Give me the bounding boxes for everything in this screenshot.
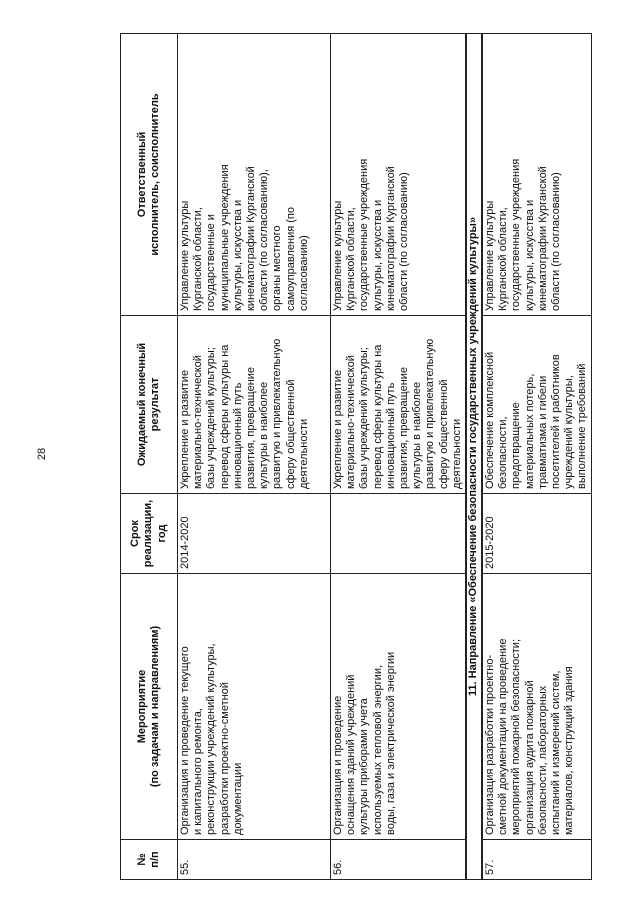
cell-executor: Управление культуры Курганской области, государственные и муниципальные учреждения культуры, искусства и кинематографии Курганской области (по согласованию), органы местного самоуправления (по согласованию)	[178, 34, 331, 316]
cell-term	[331, 494, 467, 574]
header-executor: Ответственный исполнитель, соисполнитель	[121, 34, 178, 316]
header-num: № п/п	[121, 840, 178, 880]
table-row	[482, 34, 591, 880]
header-term: Срок реализации, год	[121, 494, 178, 574]
cell-num: 56.	[331, 840, 467, 880]
header-measure: Мероприятие (по задачам и направлениям)	[121, 574, 178, 840]
table-row	[178, 34, 331, 880]
page-number: 28	[36, 447, 48, 461]
cell-measure: Организация разработки проектно- сметной документации на проведение мероприятий пожарной безопасности; организация аудита пожарной безопасности, лабораторных испытаний и измерений систем, материалов, конструкций здания	[482, 574, 591, 840]
table-row	[331, 34, 467, 880]
measures-table	[120, 33, 592, 880]
cell-term: 2015-2020	[482, 494, 591, 574]
cell-result: Обеспечение комплексной безопасности, предотвращение материальных потерь, травматизма и гибели посетителей и работников учреждений культуры, выполнение требований	[482, 316, 591, 494]
document-table-rotated	[120, 34, 589, 880]
cell-measure: Организация и проведение оснащения зданий учреждений культуры приборами учета используемых тепловой энергии, воды, газа и электрической энергии	[331, 574, 467, 840]
cell-num: 55.	[178, 840, 331, 880]
cell-num: 57.	[482, 840, 591, 880]
cell-result: Укрепление и развитие материально-технической базы учреждений культуры; перевод сферы культуры на инновационный путь развития, превращение культуры в наиболее развитую и привлекательную сферу общественной деятельности	[331, 316, 467, 494]
cell-term: 2014-2020	[178, 494, 331, 574]
cell-result: Укрепление и развитие материально-технической базы учреждений культуры; перевод сферы культуры на инновационный путь развития, превращение культуры в наиболее развитую и привлекательную сферу общественной деятельности	[178, 316, 331, 494]
header-result: Ожидаемый конечный результат	[121, 316, 178, 494]
section-header-row	[466, 34, 482, 880]
section-title: 11. Направление «Обеспечение безопасности государственных учреждений культуры»	[466, 34, 482, 880]
cell-measure: Организация и проведение текущего и капитального ремонта, реконструкции учреждений культуры, разработки проектно-сметной документации	[178, 574, 331, 840]
cell-executor: Управление культуры Курганской области, государственные учреждения культуры, искусства и кинематографии Курганской области (по согласованию)	[482, 34, 591, 316]
cell-executor: Управление культуры Курганской области, государственные учреждения культуры, искусства и кинематографии Курганской области (по согласованию)	[331, 34, 467, 316]
table-header-row	[121, 34, 178, 880]
